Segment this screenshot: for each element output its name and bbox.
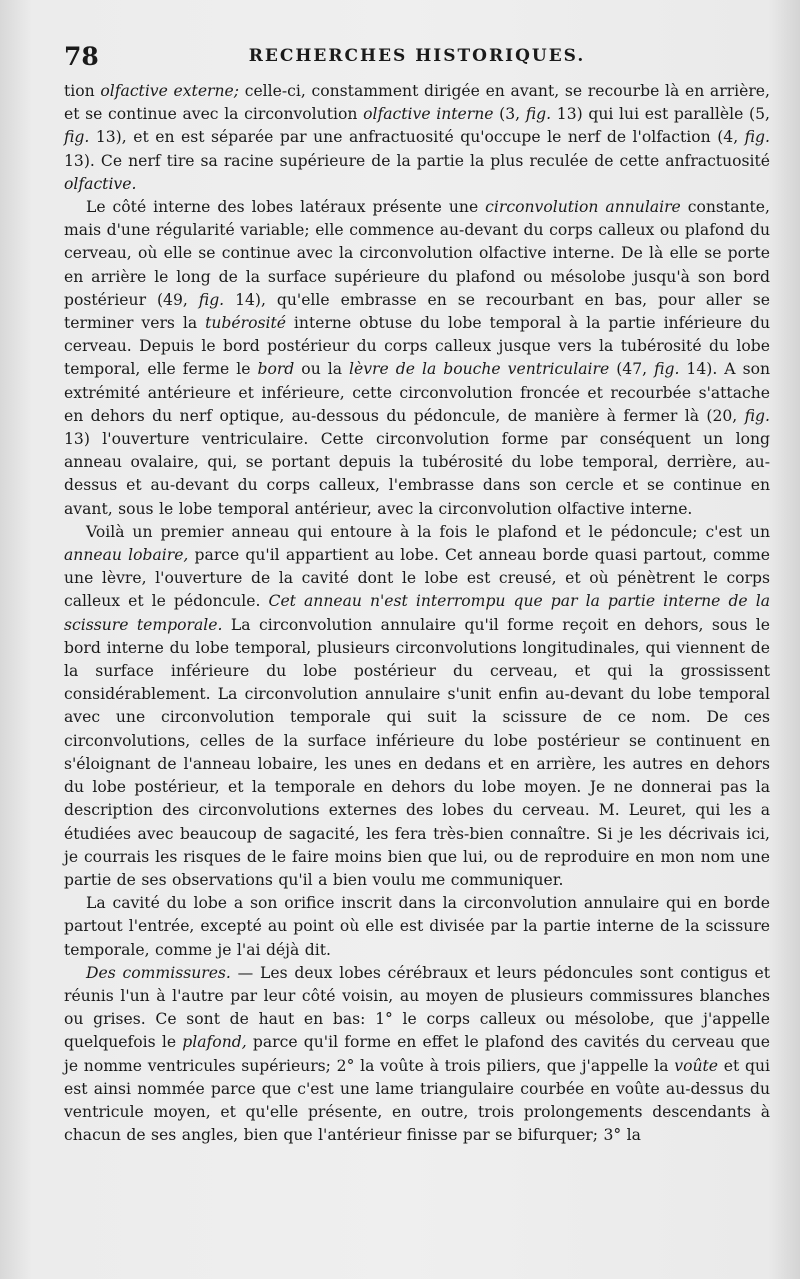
body-text	[64, 80, 770, 1147]
text-run: ou la	[294, 360, 350, 379]
text-run: 13) l'ouverture ventriculaire. Cette circonvolution forme par conséquent un long anneau ovalaire, qui, se portant depuis la tubérosité du lobe temporal, derrière, au-dessus et au-devant du corps calleux, l'embrasse dans son cercle et se continue en avant, sous le lobe temporal antérieur, avec la circonvolution olfactive interne.	[64, 430, 770, 518]
running-title: RECHERCHES HISTORIQUES.	[248, 46, 586, 66]
text-run: Le côté interne des lobes latéraux présente une	[86, 198, 486, 217]
text-run: 13) qui lui est parallèle (5,	[551, 105, 770, 124]
text-run: interne obtuse du lobe temporal à la partie inférieure du cerveau. Depuis le bord postérieur du corps calleux jusque vers la tubérosité du lobe temporal, elle ferme le	[64, 314, 770, 379]
paragraph	[64, 80, 770, 196]
text-run: parce qu'il forme en effet le plafond des cavités du cerveau que je nomme ventricules supérieurs; 2° la voûte à trois piliers, que j'appelle la	[64, 1033, 770, 1075]
italic-text: plafond,	[182, 1033, 247, 1052]
text-run: La circonvolution annulaire qu'il forme reçoit en dehors, sous le bord interne du lobe temporal, plusieurs circonvolutions longitudinales, qui viennent de la surface inférieure du lobe postérieur du cerveau, et qui la grossissent considérablement. La circonvolution annulaire s'unit enfin au-devant du lobe temporal avec une circonvolution temporale qui suit la scissure de ce nom. De ces circonvolutions, celles de la surface inférieure du lobe postérieur se continuent en s'éloignant de l'anneau lobaire, les unes en dedans et en arrière, les autres en dehors du lobe postérieur, et la temporale en dehors du lobe moyen. Je ne donnerai pas la description des circonvolutions externes des lobes du cerveau. M. Leuret, qui les a étudiées avec beaucoup de sagacité, les fera très-bien connaître. Si je les décrivais ici, je courrais les risques de le faire moins bien que lui, ou de reproduire en mon nom une partie de ses observations qu'il a bien voulu me communiquer.	[64, 615, 770, 889]
text-run: constante, mais d'une régularité variable; elle commence au-devant du corps calleux ou plafond du cerveau, où elle se continue avec la circonvolution olfactive interne. De là elle se porte en arrière le long de la surface supérieure du plafond ou mésolobe jusqu'à son bord postérieur (49,	[64, 198, 770, 309]
italic-text: Cet anneau n'est interrompu que par la partie interne de la scissure temporale.	[64, 592, 770, 634]
italic-text: tubérosité	[205, 314, 286, 333]
text-run: tion	[64, 82, 101, 100]
italic-text: voûte	[674, 1056, 719, 1075]
italic-text: Des commissures.	[86, 963, 231, 982]
italic-text: olfactive interne	[363, 105, 494, 124]
paragraph	[64, 196, 770, 521]
italic-text: fig.	[744, 406, 770, 425]
text-run: 13). Ce nerf tire sa racine supérieure de la partie la plus reculée de cette anfractuosité	[64, 151, 770, 170]
text-run: celle-ci, constamment dirigée en avant, se recourbe là en arrière, et se continue avec la circonvolution	[64, 82, 770, 124]
text-run: 14), qu'elle embrasse en se recourbant en bas, pour aller se terminer vers la	[64, 290, 770, 333]
text-run: (3,	[493, 105, 526, 124]
italic-text: anneau lobaire,	[64, 546, 189, 565]
text-run: Voilà un premier anneau qui entoure à la fois le plafond et le pédoncule; c'est un	[86, 522, 770, 541]
text-run: 14). A son extrémité antérieure et inférieure, cette circonvolution froncée et recourbée s'attache en dehors du nerf optique, au-dessous du pédoncule, de manière à fermer là (20,	[64, 360, 771, 425]
italic-text: fig.	[744, 128, 770, 147]
italic-text: fig.	[654, 360, 680, 379]
text-run: 13), et en est séparée par une anfractuosité qu'occupe le nerf de l'olfaction (4,	[89, 128, 745, 147]
italic-text: olfactive externe;	[100, 82, 240, 100]
paragraph	[64, 892, 770, 962]
italic-text: fig.	[198, 290, 225, 309]
italic-text: lèvre de la bouche ventriculaire	[349, 360, 610, 379]
page-number: 78	[64, 42, 99, 71]
italic-text: circonvolution annulaire	[485, 198, 681, 217]
italic-text: bord	[257, 360, 295, 379]
text-run: (47,	[609, 360, 655, 379]
text-run: La cavité du lobe a son orifice inscrit dans la circonvolution annulaire qui en borde partout l'entrée, excepté au point où elle est divisée par la partie interne de la scissure temporale, comme je l'ai déjà dit.	[64, 894, 770, 959]
paragraph	[64, 521, 770, 892]
italic-text: olfactive.	[64, 174, 137, 193]
page-header	[64, 42, 770, 76]
italic-text: fig.	[525, 105, 552, 124]
text-run: parce qu'il appartient au lobe. Cet anneau borde quasi partout, comme une lèvre, l'ouverture de la cavité dont le lobe est creusé, et où pénètrent le corps calleux et le pédoncule.	[64, 546, 770, 611]
text-run: et qui est ainsi nommée parce que c'est une lame triangulaire courbée en voûte au-dessus du ventricule moyen, et qu'elle présente, en outre, trois prolongements descendants à chacun de ses angles, bien que l'antérieur finisse par se bifurquer; 3° la	[64, 1056, 770, 1145]
text-run: — Les deux lobes cérébraux et leurs pédoncules sont contigus et réunis l'un à l'autre par leur côté voisin, au moyen de plusieurs commissures blanches ou grises. Ce sont de haut en bas: 1° le corps calleux ou mésolobe, que j'appelle quelquefois le	[64, 963, 770, 1052]
paragraph	[64, 962, 770, 1148]
italic-text: fig.	[64, 128, 90, 147]
